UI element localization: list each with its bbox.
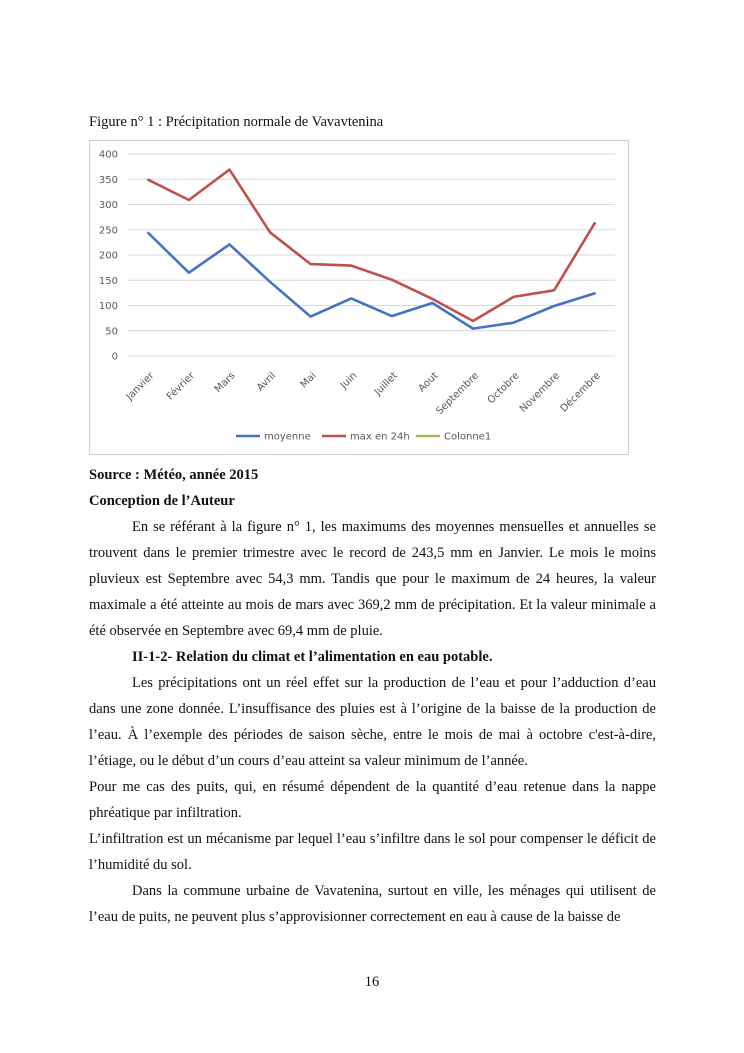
figure-caption: Figure n° 1 : Précipitation normale de Vavavtenina	[89, 114, 384, 130]
x-tick-label: Décembre	[558, 370, 603, 415]
source-line: Source : Météo, année 2015	[89, 467, 259, 483]
paragraph-precipitation: Les précipitations ont un réel effet sur la production de l’eau et pour l’adduction d’eau dans une zone donnée. L’insuffisance des pluies est à l’origine de la baisse de la production de l’eau. À l’exemple des périodes de saison sèche, entre le mois de mai à octobre c'est-à-dire, l’étiage, ou le début d’un cours d’eau atteint sa valeur minimum de l’année.	[89, 675, 656, 769]
y-tick-label: 200	[98, 250, 118, 262]
x-tick-label: Juin	[338, 370, 360, 392]
paragraph-infiltration: L’infiltration est un mécanisme par lequel l’eau s’infiltre dans le sol pour compenser le déficit de l’humidité du sol.	[89, 831, 656, 873]
y-tick-label: 0	[111, 351, 118, 363]
legend-label: Colonne1	[444, 431, 492, 443]
x-tick-label: Mai	[298, 370, 319, 391]
x-tick-label: Février	[164, 370, 197, 403]
legend-label: max en 24h	[350, 431, 410, 443]
y-tick-label: 350	[98, 174, 118, 186]
section-heading: II-1-2- Relation du climat et l’alimentation en eau potable.	[132, 649, 493, 665]
paragraph-wells: Pour me cas des puits, qui, en résumé dépendent de la quantité d’eau retenue dans la nappe phréatique par infiltration.	[89, 779, 656, 821]
x-tick-label: Juillet	[372, 370, 400, 398]
precipitation-chart	[89, 140, 629, 455]
paragraph-vavatenina: Dans la commune urbaine de Vavatenina, surtout en ville, les ménages qui utilisent de l’eau de puits, ne peuvent plus s’approvisionner correctement en eau à cause de la baisse de	[89, 883, 656, 925]
y-tick-label: 300	[98, 200, 118, 211]
x-tick-label: Septembre	[434, 370, 482, 418]
paragraph-analysis: En se référant à la figure n° 1, les maximums des moyennes mensuelles et annuelles se trouvent dans le premier trimestre avec le record de 243,5 mm en Janvier. Le mois le moins pluvieux est Septembre avec 54,3 mm. Tandis que pour le maximum de 24 heures, la valeur maximale a été atteinte au mois de mars avec 369,2 mm de précipitation. Et la valeur minimale a été observée en Septembre avec 69,4 mm de pluie.	[89, 519, 656, 639]
x-tick-label: Avril	[254, 370, 279, 394]
series-line	[148, 233, 594, 329]
legend-label: moyenne	[264, 431, 311, 443]
x-tick-label: Aout	[416, 370, 441, 395]
x-tick-label: Novembre	[517, 370, 563, 415]
y-tick-label: 100	[98, 301, 118, 312]
chart-svg	[90, 141, 628, 454]
y-tick-label: 250	[98, 225, 118, 237]
page-number: 16	[364, 974, 380, 990]
y-tick-label: 400	[98, 149, 118, 161]
y-tick-label: 150	[98, 275, 118, 287]
series-line	[148, 170, 594, 321]
x-tick-label: Janvier	[124, 370, 157, 403]
y-tick-label: 50	[105, 326, 118, 338]
x-tick-label: Octobre	[485, 370, 522, 407]
x-tick-label: Mars	[212, 370, 238, 396]
body-text	[89, 462, 656, 930]
conception-line: Conception de l’Auteur	[89, 493, 235, 509]
